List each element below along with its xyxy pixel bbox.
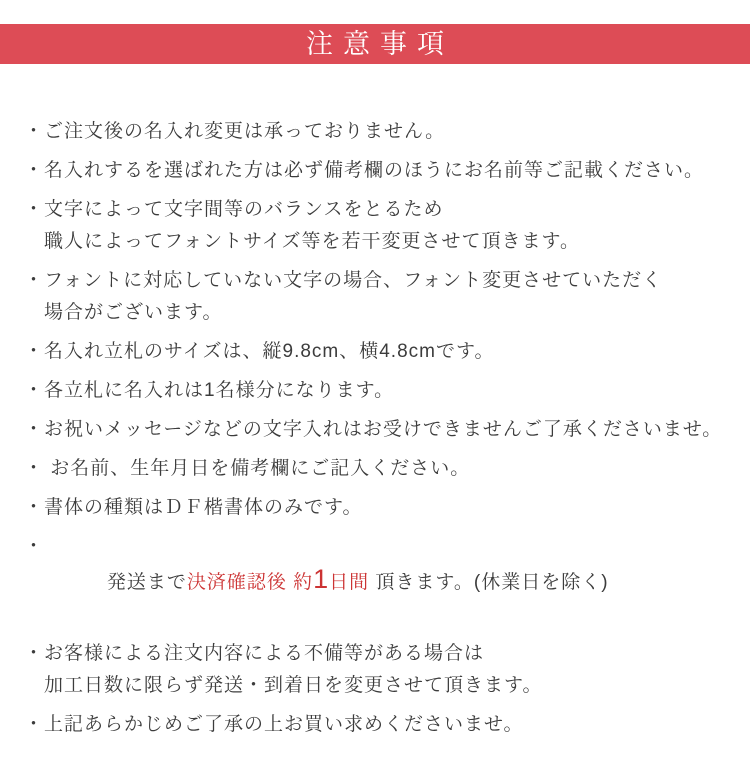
note-text: お祝いメッセージなどの文字入れはお受けできませんご了承くださいませ。 (44, 419, 723, 440)
note-text: お客様による注文内容による不備等がある場合は (44, 643, 485, 664)
note-content (44, 194, 730, 258)
note-text: ご注文後の名入れ変更は承っておりません。 (44, 121, 446, 142)
bullet: ・ (24, 714, 45, 735)
note-item-font-compat (24, 265, 730, 329)
note-text: 名入れするを選ばれた方は必ず備考欄のほうにお名前等ご記載ください。 (44, 160, 705, 181)
bullet: ・ (24, 458, 45, 479)
note-item-shipping-time (24, 531, 730, 631)
bullet: ・ (24, 341, 45, 362)
bullet: ・ (24, 419, 45, 440)
note-item-remarks-field (24, 155, 730, 187)
bullet: ・ (24, 121, 45, 142)
bullet: ・ (24, 380, 45, 401)
note-content (44, 336, 730, 368)
note-item-typeface (24, 492, 730, 524)
shipping-text-highlight: 決済確認後 約 (186, 572, 314, 593)
notice-page (0, 24, 750, 774)
note-content (44, 638, 730, 702)
note-item-font-balance (24, 194, 730, 258)
bullet: ・ (24, 643, 45, 664)
shipping-text-prefix: 発送まで (106, 572, 187, 593)
note-text: フォントに対応していない文字の場合、フォント変更させていただく (44, 270, 663, 291)
shipping-days-number: 1 (313, 564, 330, 594)
note-content (44, 414, 730, 446)
note-content (44, 265, 730, 329)
bullet: ・ (24, 160, 45, 181)
note-text (44, 531, 730, 631)
bullet: ・ (24, 270, 45, 291)
note-item-tag-size (24, 336, 730, 368)
note-item-no-messages (24, 414, 730, 446)
note-content (44, 375, 730, 407)
note-text: 職人によってフォントサイズ等を若干変更させて頂きます。 (44, 231, 581, 252)
bullet: ・ (24, 199, 45, 220)
note-text: 書体の種類はＤＦ楷書体のみです。 (44, 497, 363, 518)
note-content (44, 492, 730, 524)
note-content (44, 531, 730, 631)
note-content (44, 453, 730, 485)
note-item-order-errors (24, 638, 730, 702)
note-item-one-name (24, 375, 730, 407)
note-text: 文字によって文字間等のバランスをとるため (44, 199, 444, 220)
page-title: 注意事項 (306, 28, 454, 59)
note-text: 場合がございます。 (44, 302, 223, 323)
bullet: ・ (24, 536, 45, 557)
note-text: 名入れ立札のサイズは、縦9.8cm、横4.8cmです。 (44, 341, 495, 362)
notes-list (0, 64, 750, 741)
note-text: 上記あらかじめご了承の上お買い求めくださいませ。 (44, 714, 524, 735)
note-content (44, 155, 730, 187)
note-item-name-birthdate (24, 453, 730, 485)
shipping-text-highlight-unit: 日間 (329, 572, 370, 593)
note-item-order-change (24, 116, 730, 148)
note-content (44, 709, 730, 741)
bullet: ・ (24, 497, 45, 518)
shipping-text-suffix: 頂きます。(休業日を除く) (369, 572, 609, 593)
note-text: 加工日数に限らず発送・到着日を変更させて頂きます。 (44, 675, 543, 696)
note-content (44, 116, 730, 148)
note-item-acknowledgement (24, 709, 730, 741)
notice-header (0, 24, 750, 64)
note-text: 各立札に名入れは1名様分になります。 (44, 380, 395, 401)
note-text: お名前、生年月日を備考欄にご記入ください。 (44, 458, 471, 479)
